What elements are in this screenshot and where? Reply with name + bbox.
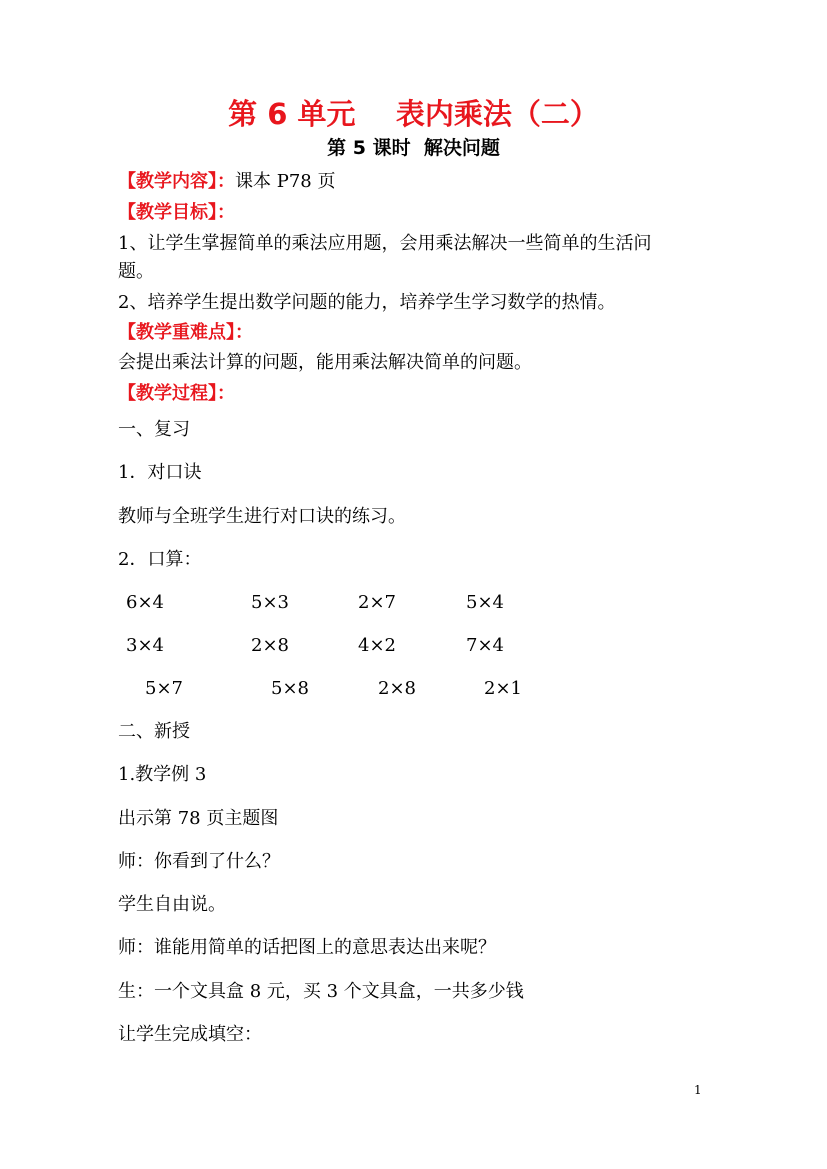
teacher-question-2: 师：谁能用简单的话把图上的意思表达出来呢？ (118, 937, 496, 958)
oral-cell: 4×2 (358, 635, 396, 656)
oral-cell: 5×8 (271, 678, 309, 699)
content-label: 【教学内容】： (118, 171, 235, 192)
oral-cell: 5×3 (251, 592, 289, 613)
goal-label: 【教学目标】： (118, 202, 235, 223)
key-text: 会提出乘法计算的问题，能用乘法解决简单的问题。 (118, 352, 532, 373)
oral-cell: 6×4 (126, 592, 164, 613)
unit-title: 第 6 单元 表内乘法（二） (228, 97, 599, 131)
review-heading: 一、复习 (118, 419, 190, 440)
goal-1a: 1、让学生掌握简单的乘法应用题，会用乘法解决一些简单的生活问 (118, 233, 652, 254)
process-label: 【教学过程】： (118, 383, 235, 404)
oral-cell: 5×4 (466, 592, 504, 613)
teacher-question-1: 师：你看到了什么？ (118, 851, 280, 872)
key-label: 【教学重难点】： (118, 322, 253, 343)
oral-cell: 7×4 (466, 635, 504, 656)
goal-2: 2、培养学生提出数学问题的能力，培养学生学习数学的热情。 (118, 292, 616, 313)
oral-cell: 2×8 (251, 635, 289, 656)
oral-cell: 5×7 (145, 678, 183, 699)
oral-cell: 2×8 (378, 678, 416, 699)
oral-cell: 2×1 (484, 678, 522, 699)
example-line: 1.教学例 3 (118, 764, 207, 785)
content-text: 课本 P78 页 (235, 171, 336, 192)
item-2: 2．口算： (118, 549, 202, 570)
show-line: 出示第 78 页主题图 (118, 808, 279, 829)
goal-1b: 题。 (118, 261, 154, 282)
item-1-text: 教师与全班学生进行对口诀的练习。 (118, 506, 406, 527)
fill-instruction: 让学生完成填空： (118, 1024, 262, 1045)
item-1: 1．对口诀 (118, 462, 202, 483)
new-heading: 二、新授 (118, 721, 190, 742)
student-reply-2: 生：一个文具盒 8 元，买 3 个文具盒，一共多少钱 (118, 981, 524, 1002)
page-number: 1 (694, 1083, 702, 1097)
oral-cell: 3×4 (126, 635, 164, 656)
oral-cell: 2×7 (358, 592, 396, 613)
student-reply-1: 学生自由说。 (118, 894, 226, 915)
lesson-subtitle: 第 5 课时 解决问题 (327, 137, 500, 159)
content-line (118, 171, 335, 193)
